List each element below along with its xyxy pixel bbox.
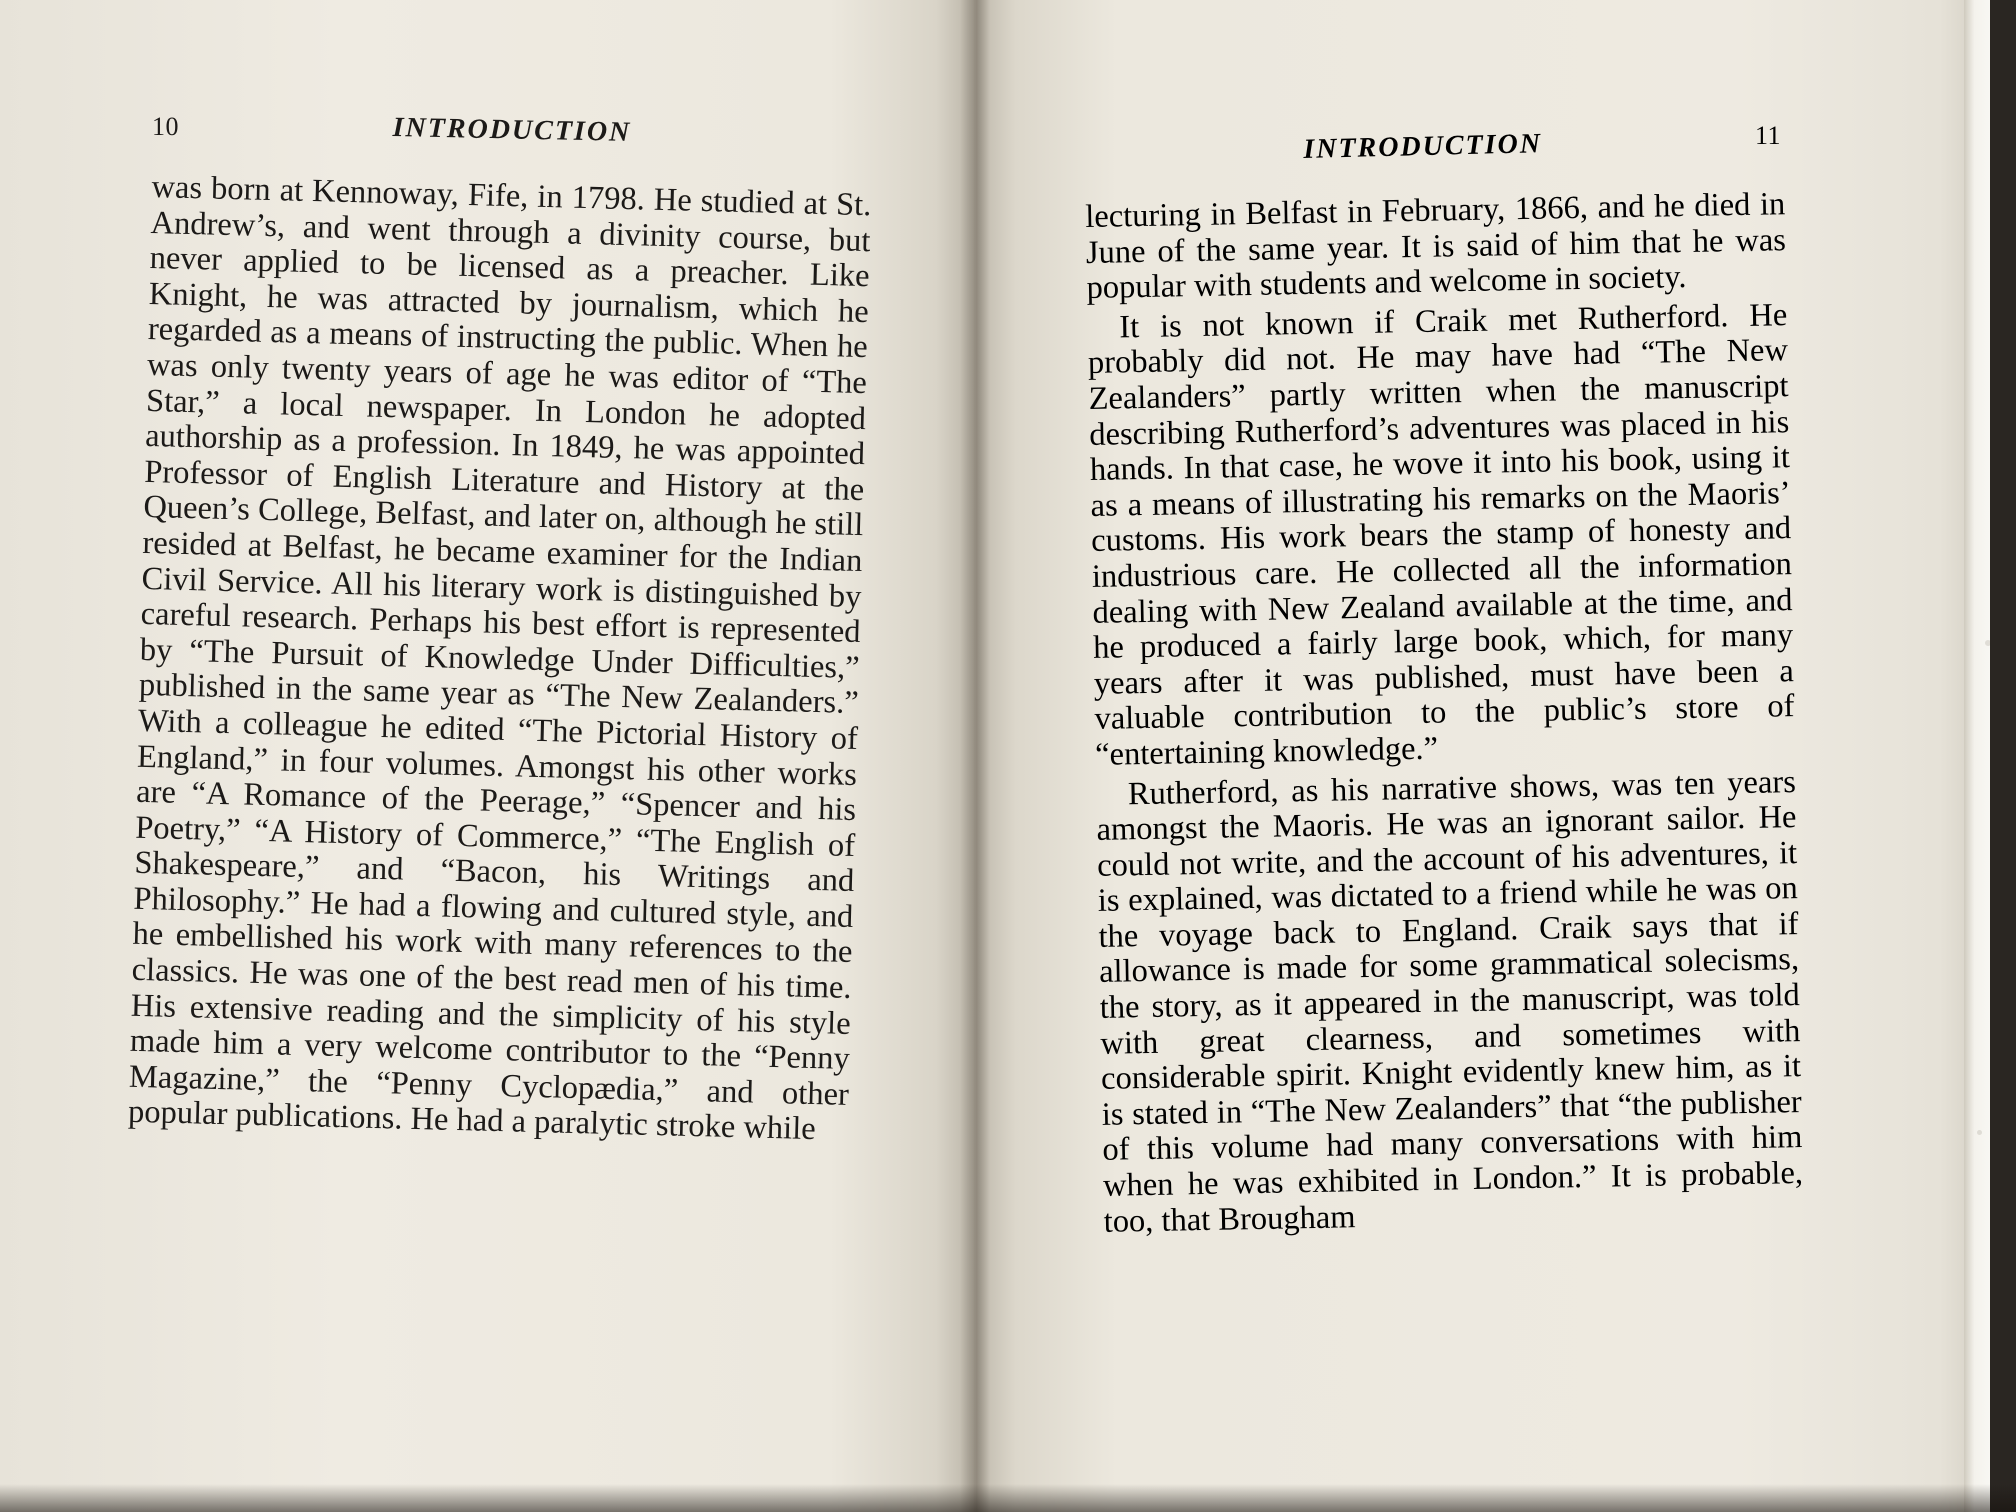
body-text — [1085, 187, 1804, 1240]
paragraph: Rutherford, as his narrative shows, was ten years amongst the Maoris. He was an ignorant sailor. He could not write, and the account of his adventures, it is explained, was dictated to a friend while he was on the voyage back to England. Craik says that if allowance is made for some grammatical solecisms, the story, as it appeared in the manuscript, was told with great clearness, and sometimes with considerable spirit. Knight evidently knew him, as it is stated in “The New Zealanders” that “the publisher of this volume had many conversations with him when he was exhibited in London.” It is probable, too, that Brougham — [1096, 763, 1804, 1240]
page-edge — [1964, 0, 1990, 1512]
paper-spot — [1985, 640, 1990, 646]
body-text — [128, 170, 872, 1149]
page-number: 11 — [1755, 121, 1782, 150]
left-page — [0, 0, 975, 1512]
paragraph: It is not known if Craik met Rutherford. He probably did not. He may have had “The New Zealanders” partly written when the manuscript describing Rutherford’s adventures was placed in his hands. In that case, he wove it into his book, using it as a means of illustrating his remarks on the Maoris’ customs. His work bears the stamp of honesty and industrious care. He collected all the information dealing with New Zealand available at the time, and he produced a fairly large book, which, for many years after it was published, must have been a valuable contribution to the public’s store of “entertaining knowledge.” — [1087, 296, 1795, 773]
paragraph: lecturing in Belfast in February, 1866, and he died in June of the same year. It is said of him that he was popular with students and welcome in society. — [1084, 186, 1787, 307]
running-head: INTRODUCTION — [392, 112, 632, 148]
running-head: INTRODUCTION — [1303, 128, 1543, 165]
paragraph: was born at Kennoway, Fife, in 1798. He studied at St. Andrew’s, and went through a divinity course, but never applied to be licensed as a preacher. Like Knight, he was attracted by journalism, which he regarded as a means of instructing the public. When he was only twenty years of age he was editor of “The Star,” a local newspaper. In London he adopted authorship as a profession. In 1849, he was appointed Professor of English Literature and History at the Queen’s College, Belfast, and later on, although he still resided at Belfast, he became examiner for the Indian Civil Service. All his literary work is distinguished by careful research. Perhaps his best effort is represented by “The Pursuit of Knowledge Under Difficulties,” published in the same year as “The New Zealanders.” With a colleague he edited “The Pictorial History of England,” in four volumes. Amongst his other works are “A Romance of the Peerage,” “Spencer and his Poetry,” “A History of Commerce,” “The English of Shakespeare,” and “Bacon, his Writings and Philosophy.” He had a flowing and cultured style, and he embellished his work with many references to the classics. He was one of the best read men of his time. His extensive reading and the simplicity of his style made him a very welcome contributor to the “Penny Magazine,” the “Penny Cyclopædia,” and other popular publications. He had a paralytic stroke while — [127, 169, 872, 1148]
paper-spot — [1977, 1130, 1982, 1135]
page-number: 10 — [152, 112, 179, 141]
